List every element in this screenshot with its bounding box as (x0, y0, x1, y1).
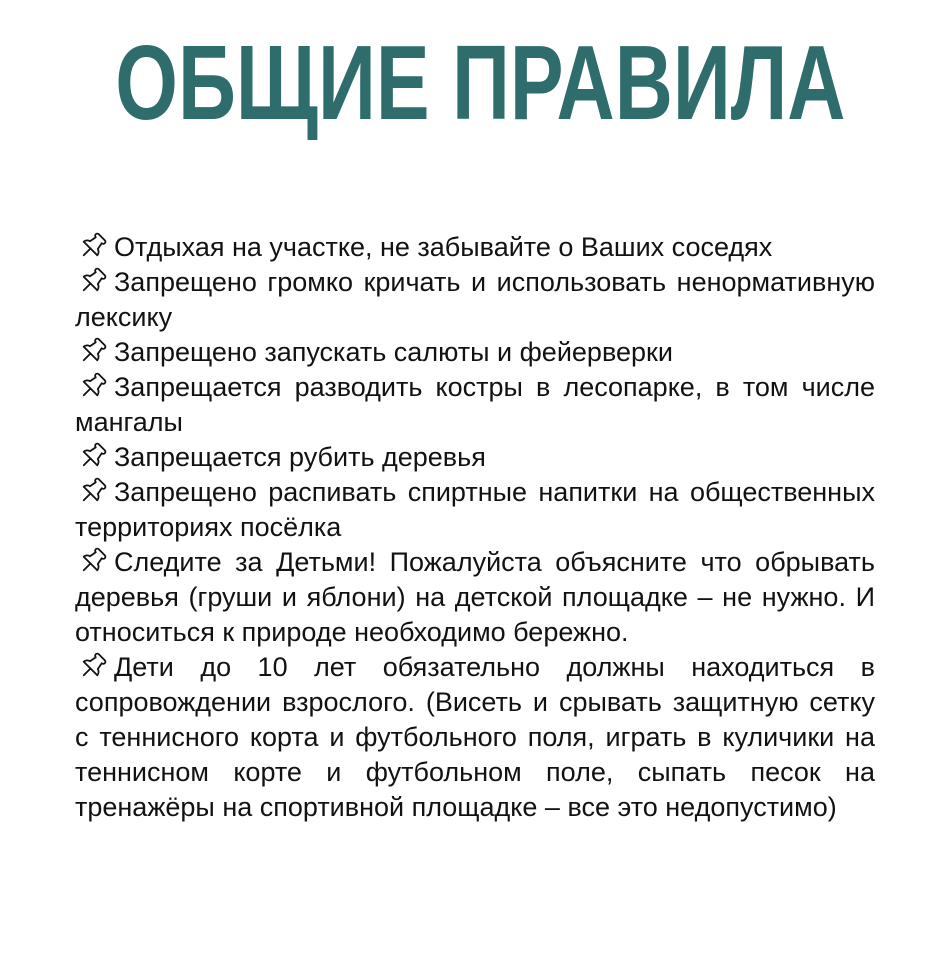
page-title: ОБЩИЕ ПРАВИЛА (115, 24, 846, 142)
rule-item (75, 475, 875, 545)
rule-text: Запрещено распивать спиртные напитки на общественных территориях посёлка (75, 477, 875, 542)
rule-item (75, 370, 875, 440)
pushpin-icon (75, 335, 109, 369)
rule-text: Дети до 10 лет обязательно должны находиться в сопровождении взрослого. (Висеть и срывать защитную сетку с теннисного корта и футбольного поля, играть в куличики на теннисном корте и футбольном поле, сыпать песок на тренажёры на спортивной площадке – все это недопустимо) (75, 652, 875, 822)
rule-text: Запрещается разводить костры в лесопарке, в том числе мангалы (75, 372, 875, 437)
rule-text: Запрещено громко кричать и использовать ненормативную лексику (75, 267, 875, 332)
rule-text: Запрещено запускать салюты и фейерверки (114, 337, 673, 367)
rule-item (75, 230, 875, 265)
rule-text: Следите за Детьми! Пожалуйста объясните что обрывать деревья (груши и яблони) на детской площадке – не нужно. И относиться к природе необходимо бережно. (75, 547, 875, 647)
pushpin-icon (75, 545, 109, 579)
rules-list (0, 230, 937, 825)
rule-item (75, 545, 875, 650)
pushpin-icon (75, 230, 109, 264)
title-container (0, 18, 937, 168)
pushpin-icon (75, 650, 109, 684)
pushpin-icon (75, 370, 109, 404)
rule-item (75, 335, 875, 370)
rule-item (75, 265, 875, 335)
rule-item (75, 440, 875, 475)
pushpin-icon (75, 475, 109, 509)
pushpin-icon (75, 440, 109, 474)
rule-item (75, 650, 875, 825)
rule-text: Запрещается рубить деревья (114, 442, 486, 472)
pushpin-icon (75, 265, 109, 299)
rules-page (0, 18, 937, 955)
rule-text: Отдыхая на участке, не забывайте о Ваших соседях (114, 232, 773, 262)
